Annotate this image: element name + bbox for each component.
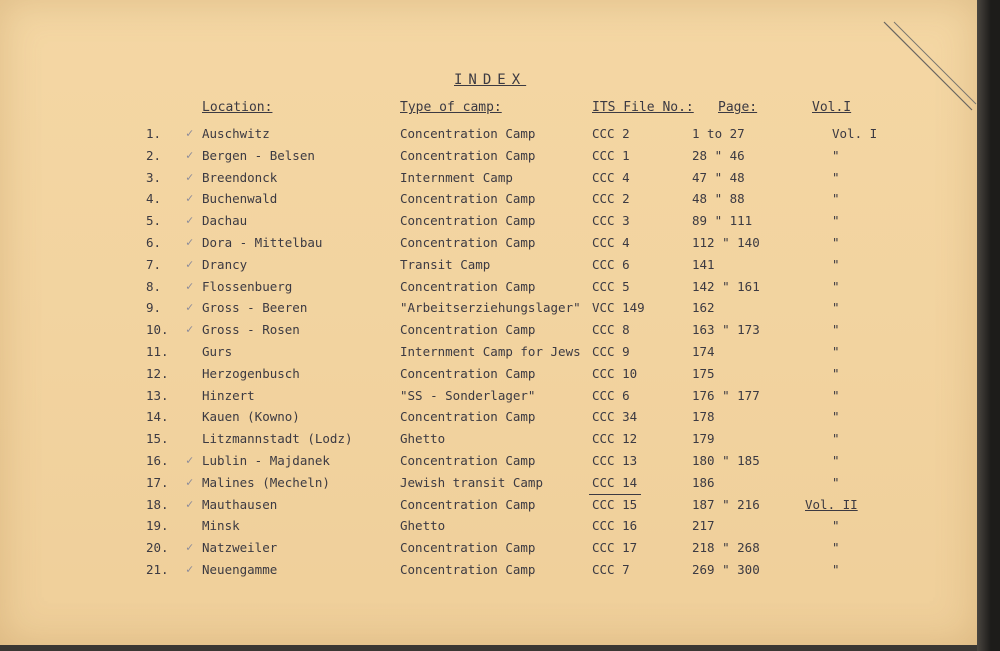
row-file-number: CCC 4 xyxy=(592,169,630,185)
row-camp-type: Concentration Camp xyxy=(400,453,536,468)
check-mark-icon: ✓ xyxy=(186,235,194,249)
row-number: 15. xyxy=(146,431,169,447)
row-location: Kauen (Kowno) xyxy=(202,409,300,425)
row-camp-type: Concentration Camp xyxy=(400,496,536,512)
row-number: 6. xyxy=(146,235,162,250)
row-camp-type: Concentration Camp xyxy=(400,213,536,229)
index-title: INDEX xyxy=(454,72,527,88)
row-camp-type: Concentration Camp xyxy=(400,191,536,207)
row-location: Neuengamme xyxy=(202,562,278,577)
row-file-number: CCC 4 xyxy=(592,235,630,250)
row-number: 3. xyxy=(146,169,162,185)
row-volume: " xyxy=(832,365,840,381)
row-volume: " xyxy=(832,235,840,250)
row-number: 20. xyxy=(146,540,169,556)
row-number: 5. xyxy=(146,213,162,229)
row-camp-type: Concentration Camp xyxy=(400,126,536,141)
row-camp-type: "Arbeitserziehungslager" xyxy=(400,300,581,316)
row-volume: " xyxy=(832,431,840,447)
index-row xyxy=(0,475,977,495)
row-camp-type: Internment Camp xyxy=(400,169,513,185)
row-number: 1. xyxy=(146,126,162,141)
row-location: Gross - Rosen xyxy=(202,322,300,338)
row-location: Drancy xyxy=(202,256,248,272)
index-row xyxy=(0,279,977,299)
check-mark-icon: ✓ xyxy=(186,126,194,140)
row-camp-type: Internment Camp for Jews xyxy=(400,344,581,359)
row-location: Dora - Mittelbau xyxy=(202,235,323,250)
row-location: Malines (Mecheln) xyxy=(202,474,330,490)
row-location: Lublin - Majdanek xyxy=(202,453,330,468)
header-file: ITS File No.: xyxy=(592,100,694,115)
index-row xyxy=(0,170,977,190)
row-volume: " xyxy=(832,474,840,490)
check-mark-icon: ✓ xyxy=(186,562,194,576)
row-pages: 89 " 111 xyxy=(692,213,753,229)
row-camp-type: Concentration Camp xyxy=(400,235,536,250)
row-volume: " xyxy=(832,322,840,338)
row-volume: " xyxy=(832,518,840,534)
row-location: Herzogenbusch xyxy=(202,365,300,381)
row-volume: " xyxy=(832,278,840,294)
row-location: Minsk xyxy=(202,518,240,534)
row-file-number: CCC 1 xyxy=(592,147,630,163)
row-pages: 269 " 300 xyxy=(692,562,760,577)
row-volume: " xyxy=(832,387,840,403)
row-pages: 48 " 88 xyxy=(692,191,745,207)
row-pages: 47 " 48 xyxy=(692,169,745,185)
row-pages: 176 " 177 xyxy=(692,387,760,403)
header-type: Type of camp: xyxy=(400,100,502,115)
row-location: Mauthausen xyxy=(202,496,278,512)
index-row xyxy=(0,344,977,364)
row-volume: " xyxy=(832,453,840,468)
check-mark-icon: ✓ xyxy=(186,256,194,271)
row-volume: " xyxy=(832,213,840,229)
row-location: Bergen - Belsen xyxy=(202,147,315,163)
check-mark-icon: ✓ xyxy=(186,540,194,555)
index-row xyxy=(0,191,977,211)
row-location: Breendonck xyxy=(202,169,278,185)
check-mark-icon: ✓ xyxy=(186,278,194,293)
row-pages: 180 " 185 xyxy=(692,453,760,468)
file-underline-mark xyxy=(589,494,641,495)
row-location: Gurs xyxy=(202,344,233,359)
header-vol: Vol.I xyxy=(812,100,852,115)
index-row xyxy=(0,388,977,408)
index-row xyxy=(0,562,977,582)
row-pages: 179 xyxy=(692,431,715,447)
row-volume: " xyxy=(832,562,840,577)
row-file-number: CCC 6 xyxy=(592,256,630,272)
row-pages: 142 " 161 xyxy=(692,278,760,294)
row-camp-type: "SS - Sonderlager" xyxy=(400,387,536,403)
row-file-number: CCC 12 xyxy=(592,431,638,447)
row-volume: " xyxy=(832,540,840,556)
row-camp-type: Concentration Camp xyxy=(400,562,536,577)
row-volume: Vol. I xyxy=(832,126,878,141)
row-volume: " xyxy=(832,147,840,163)
index-row xyxy=(0,366,977,386)
header-location: Location: xyxy=(202,100,273,115)
row-camp-type: Concentration Camp xyxy=(400,365,536,381)
row-location: Dachau xyxy=(202,213,248,229)
check-mark-icon: ✓ xyxy=(186,213,194,228)
row-pages: 186 xyxy=(692,474,715,490)
row-file-number: CCC 9 xyxy=(592,344,630,359)
row-file-number: CCC 5 xyxy=(592,278,630,294)
row-pages: 178 xyxy=(692,409,715,425)
check-mark-icon: ✓ xyxy=(186,169,194,184)
row-number: 12. xyxy=(146,365,169,381)
row-pages: 174 xyxy=(692,344,715,359)
index-row xyxy=(0,148,977,168)
row-file-number: CCC 3 xyxy=(592,213,630,229)
row-file-number: CCC 2 xyxy=(592,191,630,207)
row-file-number: CCC 15 xyxy=(592,496,638,512)
index-row xyxy=(0,322,977,342)
row-pages: 163 " 173 xyxy=(692,322,760,338)
row-file-number: CCC 2 xyxy=(592,126,630,141)
row-location: Hinzert xyxy=(202,387,255,403)
row-pages: 218 " 268 xyxy=(692,540,760,556)
row-volume: Vol. II xyxy=(805,496,858,512)
row-number: 7. xyxy=(146,256,162,272)
pencil-stroke-mark xyxy=(880,20,980,120)
index-row xyxy=(0,409,977,429)
row-number: 17. xyxy=(146,474,169,490)
row-file-number: CCC 14 xyxy=(592,474,638,490)
row-camp-type: Concentration Camp xyxy=(400,147,536,163)
row-camp-type: Ghetto xyxy=(400,518,446,534)
row-volume: " xyxy=(832,300,840,316)
row-location: Natzweiler xyxy=(202,540,278,556)
row-camp-type: Concentration Camp xyxy=(400,278,536,294)
index-row xyxy=(0,257,977,277)
index-row xyxy=(0,497,977,517)
row-volume: " xyxy=(832,191,840,207)
check-mark-icon: ✓ xyxy=(186,496,194,511)
scan-bottom-shadow xyxy=(0,645,977,651)
check-mark-icon: ✓ xyxy=(186,474,194,489)
row-pages: 162 xyxy=(692,300,715,316)
row-location: Litzmannstadt (Lodz) xyxy=(202,431,353,447)
row-number: 18. xyxy=(146,496,169,512)
row-number: 14. xyxy=(146,409,169,425)
row-file-number: CCC 16 xyxy=(592,518,638,534)
check-mark-icon: ✓ xyxy=(186,191,194,206)
index-row xyxy=(0,213,977,233)
row-camp-type: Concentration Camp xyxy=(400,322,536,338)
index-row xyxy=(0,431,977,451)
row-volume: " xyxy=(832,256,840,272)
row-file-number: CCC 13 xyxy=(592,453,638,468)
row-number: 19. xyxy=(146,518,169,534)
row-file-number: CCC 10 xyxy=(592,365,638,381)
row-number: 10. xyxy=(146,322,169,338)
check-mark-icon: ✓ xyxy=(186,453,194,467)
index-row xyxy=(0,300,977,320)
row-camp-type: Transit Camp xyxy=(400,256,491,272)
row-camp-type: Concentration Camp xyxy=(400,540,536,556)
row-number: 16. xyxy=(146,453,169,468)
row-number: 2. xyxy=(146,147,162,163)
row-camp-type: Ghetto xyxy=(400,431,446,447)
row-pages: 28 " 46 xyxy=(692,147,745,163)
row-file-number: CCC 8 xyxy=(592,322,630,338)
row-pages: 217 xyxy=(692,518,715,534)
row-number: 13. xyxy=(146,387,169,403)
check-mark-icon: ✓ xyxy=(186,322,194,337)
row-location: Gross - Beeren xyxy=(202,300,308,316)
row-pages: 187 " 216 xyxy=(692,496,760,512)
index-row xyxy=(0,540,977,560)
row-file-number: CCC 17 xyxy=(592,540,638,556)
index-row xyxy=(0,518,977,538)
row-number: 11. xyxy=(146,344,169,359)
row-location: Flossenbuerg xyxy=(202,278,293,294)
index-row xyxy=(0,235,977,255)
row-number: 4. xyxy=(146,191,162,207)
row-volume: " xyxy=(832,169,840,185)
row-volume: " xyxy=(832,409,840,425)
row-file-number: CCC 7 xyxy=(592,562,630,577)
check-mark-icon: ✓ xyxy=(186,147,194,162)
row-file-number: VCC 149 xyxy=(592,300,645,316)
header-page: Page: xyxy=(718,100,758,115)
row-location: Buchenwald xyxy=(202,191,278,207)
row-pages: 112 " 140 xyxy=(692,235,760,250)
row-number: 8. xyxy=(146,278,162,294)
row-camp-type: Concentration Camp xyxy=(400,409,536,425)
row-pages: 1 to 27 xyxy=(692,126,745,141)
row-number: 21. xyxy=(146,562,169,577)
row-pages: 141 xyxy=(692,256,715,272)
row-location: Auschwitz xyxy=(202,126,270,141)
row-file-number: CCC 6 xyxy=(592,387,630,403)
row-number: 9. xyxy=(146,300,162,316)
row-file-number: CCC 34 xyxy=(592,409,638,425)
index-row xyxy=(0,126,977,146)
index-row xyxy=(0,453,977,473)
scan-edge-shadow xyxy=(977,0,1000,651)
row-pages: 175 xyxy=(692,365,715,381)
row-volume: " xyxy=(832,344,840,359)
check-mark-icon: ✓ xyxy=(186,300,194,315)
row-camp-type: Jewish transit Camp xyxy=(400,474,543,490)
